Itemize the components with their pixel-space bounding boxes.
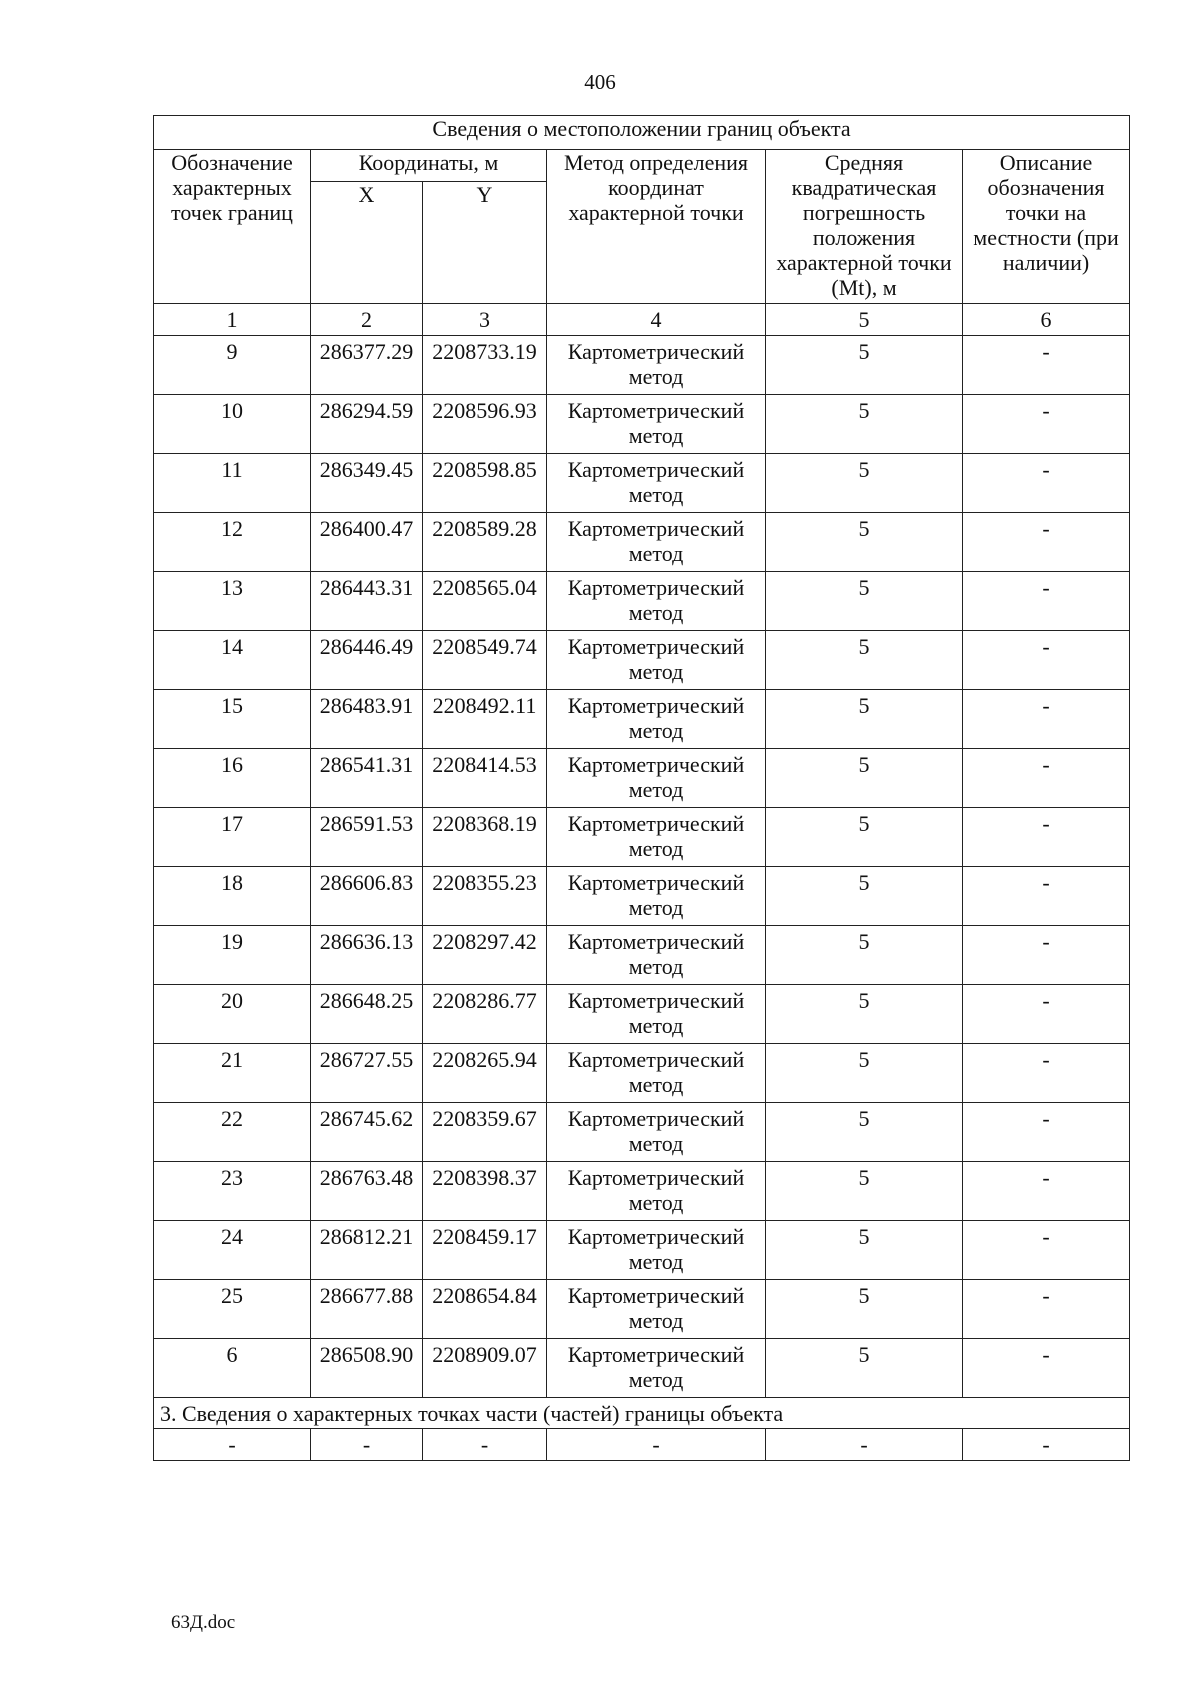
cell-error: 5 <box>766 690 963 749</box>
table-row <box>154 454 1130 513</box>
table-row <box>154 631 1130 690</box>
cell-y: 2208909.07 <box>423 1339 547 1398</box>
cell-point: 24 <box>154 1221 311 1280</box>
cell-method: Картометрический метод <box>547 1103 766 1162</box>
boundary-points-table <box>153 115 1130 1461</box>
cell-description: - <box>963 1280 1130 1339</box>
cell-error: 5 <box>766 867 963 926</box>
footer-filename: 63Д.doc <box>171 1612 236 1633</box>
cell-x: 286745.62 <box>311 1103 423 1162</box>
cell-description: - <box>963 1339 1130 1398</box>
cell-point: 25 <box>154 1280 311 1339</box>
cell-y: 2208654.84 <box>423 1280 547 1339</box>
cell-method: Картометрический метод <box>547 867 766 926</box>
cell-method: Картометрический метод <box>547 749 766 808</box>
cell-error: 5 <box>766 631 963 690</box>
cell-error: 5 <box>766 1221 963 1280</box>
cell-method: Картометрический метод <box>547 631 766 690</box>
section-3-cell: - <box>311 1429 423 1461</box>
cell-point: 10 <box>154 395 311 454</box>
column-number: 4 <box>547 304 766 336</box>
cell-description: - <box>963 867 1130 926</box>
cell-point: 18 <box>154 867 311 926</box>
cell-point: 20 <box>154 985 311 1044</box>
cell-x: 286446.49 <box>311 631 423 690</box>
cell-point: 23 <box>154 1162 311 1221</box>
cell-point: 17 <box>154 808 311 867</box>
cell-description: - <box>963 513 1130 572</box>
cell-y: 2208589.28 <box>423 513 547 572</box>
cell-x: 286648.25 <box>311 985 423 1044</box>
cell-point: 11 <box>154 454 311 513</box>
cell-method: Картометрический метод <box>547 1280 766 1339</box>
cell-method: Картометрический метод <box>547 454 766 513</box>
cell-method: Картометрический метод <box>547 395 766 454</box>
cell-x: 286727.55 <box>311 1044 423 1103</box>
cell-description: - <box>963 1162 1130 1221</box>
cell-description: - <box>963 985 1130 1044</box>
cell-error: 5 <box>766 336 963 395</box>
header-coordinates: Координаты, м <box>311 150 547 182</box>
table-row <box>154 1162 1130 1221</box>
column-number: 1 <box>154 304 311 336</box>
cell-y: 2208549.74 <box>423 631 547 690</box>
cell-x: 286400.47 <box>311 513 423 572</box>
section-3-cell: - <box>547 1429 766 1461</box>
cell-error: 5 <box>766 749 963 808</box>
cell-method: Картометрический метод <box>547 1339 766 1398</box>
cell-method: Картометрический метод <box>547 690 766 749</box>
table-row <box>154 1103 1130 1162</box>
cell-x: 286349.45 <box>311 454 423 513</box>
cell-y: 2208459.17 <box>423 1221 547 1280</box>
cell-y: 2208492.11 <box>423 690 547 749</box>
cell-method: Картометрический метод <box>547 1221 766 1280</box>
cell-error: 5 <box>766 454 963 513</box>
cell-x: 286763.48 <box>311 1162 423 1221</box>
header-row <box>154 150 1130 182</box>
cell-method: Картометрический метод <box>547 808 766 867</box>
cell-error: 5 <box>766 1103 963 1162</box>
cell-description: - <box>963 749 1130 808</box>
cell-error: 5 <box>766 395 963 454</box>
header-x: X <box>311 182 423 304</box>
cell-error: 5 <box>766 1280 963 1339</box>
table-row <box>154 1044 1130 1103</box>
cell-y: 2208286.77 <box>423 985 547 1044</box>
table-row <box>154 985 1130 1044</box>
cell-point: 15 <box>154 690 311 749</box>
cell-description: - <box>963 395 1130 454</box>
cell-method: Картометрический метод <box>547 336 766 395</box>
cell-description: - <box>963 1221 1130 1280</box>
cell-error: 5 <box>766 985 963 1044</box>
cell-method: Картометрический метод <box>547 572 766 631</box>
column-number: 5 <box>766 304 963 336</box>
table-caption: Сведения о местоположении границ объекта <box>154 116 1130 150</box>
cell-point: 21 <box>154 1044 311 1103</box>
cell-method: Картометрический метод <box>547 985 766 1044</box>
table-row <box>154 690 1130 749</box>
cell-x: 286508.90 <box>311 1339 423 1398</box>
column-number-row <box>154 304 1130 336</box>
cell-point: 22 <box>154 1103 311 1162</box>
cell-point: 12 <box>154 513 311 572</box>
page-number: 406 <box>584 70 616 94</box>
cell-method: Картометрический метод <box>547 926 766 985</box>
cell-description: - <box>963 926 1130 985</box>
cell-description: - <box>963 454 1130 513</box>
cell-point: 14 <box>154 631 311 690</box>
header-y: Y <box>423 182 547 304</box>
cell-error: 5 <box>766 808 963 867</box>
cell-y: 2208596.93 <box>423 395 547 454</box>
section-3-cell: - <box>423 1429 547 1461</box>
table-row <box>154 1280 1130 1339</box>
cell-method: Картометрический метод <box>547 1044 766 1103</box>
header-point-designation: Обозначение характерных точек границ <box>154 150 311 304</box>
table-row <box>154 336 1130 395</box>
cell-point: 13 <box>154 572 311 631</box>
cell-x: 286541.31 <box>311 749 423 808</box>
table-row <box>154 395 1130 454</box>
cell-x: 286606.83 <box>311 867 423 926</box>
table-row <box>154 808 1130 867</box>
cell-x: 286591.53 <box>311 808 423 867</box>
table-row <box>154 513 1130 572</box>
cell-description: - <box>963 1044 1130 1103</box>
section-3-row <box>154 1429 1130 1461</box>
table-row <box>154 867 1130 926</box>
cell-description: - <box>963 572 1130 631</box>
cell-y: 2208359.67 <box>423 1103 547 1162</box>
column-number: 3 <box>423 304 547 336</box>
cell-y: 2208565.04 <box>423 572 547 631</box>
column-number: 6 <box>963 304 1130 336</box>
cell-x: 286377.29 <box>311 336 423 395</box>
cell-error: 5 <box>766 1162 963 1221</box>
table-caption-row <box>154 116 1130 150</box>
section-3-cell: - <box>963 1429 1130 1461</box>
cell-description: - <box>963 808 1130 867</box>
table-row <box>154 926 1130 985</box>
section-3-title-row <box>154 1398 1130 1429</box>
cell-error: 5 <box>766 572 963 631</box>
cell-error: 5 <box>766 1044 963 1103</box>
cell-y: 2208398.37 <box>423 1162 547 1221</box>
cell-y: 2208368.19 <box>423 808 547 867</box>
cell-description: - <box>963 631 1130 690</box>
header-description: Описание обозначения точки на местности (при наличии) <box>963 150 1130 304</box>
cell-x: 286636.13 <box>311 926 423 985</box>
table-row <box>154 749 1130 808</box>
cell-x: 286483.91 <box>311 690 423 749</box>
cell-point: 6 <box>154 1339 311 1398</box>
cell-x: 286294.59 <box>311 395 423 454</box>
section-3-cell: - <box>766 1429 963 1461</box>
cell-x: 286812.21 <box>311 1221 423 1280</box>
table-row <box>154 572 1130 631</box>
cell-x: 286677.88 <box>311 1280 423 1339</box>
cell-y: 2208733.19 <box>423 336 547 395</box>
cell-description: - <box>963 336 1130 395</box>
section-3-cell: - <box>154 1429 311 1461</box>
cell-error: 5 <box>766 926 963 985</box>
column-number: 2 <box>311 304 423 336</box>
cell-point: 9 <box>154 336 311 395</box>
header-mean-square-error: Средняя квадратическая погрешность положения характерной точки (Mt), м <box>766 150 963 304</box>
cell-error: 5 <box>766 513 963 572</box>
cell-y: 2208598.85 <box>423 454 547 513</box>
cell-point: 16 <box>154 749 311 808</box>
section-3-title: 3. Сведения о характерных точках части (частей) границы объекта <box>154 1398 1130 1429</box>
cell-description: - <box>963 690 1130 749</box>
cell-method: Картометрический метод <box>547 1162 766 1221</box>
cell-y: 2208414.53 <box>423 749 547 808</box>
table-row <box>154 1339 1130 1398</box>
cell-x: 286443.31 <box>311 572 423 631</box>
cell-y: 2208355.23 <box>423 867 547 926</box>
table-row <box>154 1221 1130 1280</box>
header-method: Метод определения координат характерной точки <box>547 150 766 304</box>
cell-method: Картометрический метод <box>547 513 766 572</box>
cell-y: 2208297.42 <box>423 926 547 985</box>
cell-y: 2208265.94 <box>423 1044 547 1103</box>
cell-error: 5 <box>766 1339 963 1398</box>
cell-description: - <box>963 1103 1130 1162</box>
cell-point: 19 <box>154 926 311 985</box>
